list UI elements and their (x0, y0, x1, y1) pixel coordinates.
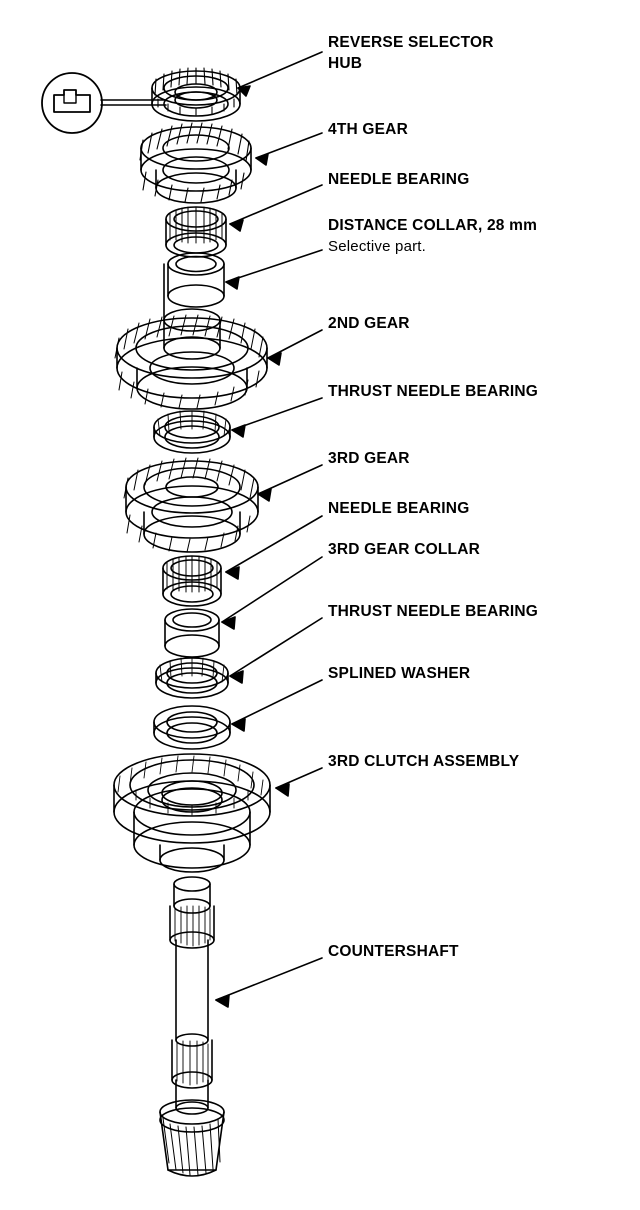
label-thrust-needle-bearing-lower-text: THRUST NEEDLE BEARING (328, 603, 539, 620)
label-2nd-gear-text: 2ND GEAR (328, 315, 410, 332)
label-countershaft-text: COUNTERSHAFT (328, 943, 459, 960)
part-countershaft (160, 877, 224, 1176)
label-splined-washer (328, 664, 470, 685)
label-3rd-gear-collar (328, 540, 480, 561)
part-3rd-gear (124, 458, 258, 552)
label-4th-gear-text: 4TH GEAR (328, 121, 408, 138)
part-thrust-needle-bearing-lower (156, 658, 228, 698)
label-3rd-gear-collar-text: 3RD GEAR COLLAR (328, 541, 480, 558)
label-reverse-selector-hub-line2: HUB (328, 54, 363, 72)
label-reverse-selector-hub-line1: REVERSE SELECTOR (328, 34, 494, 51)
label-thrust-needle-bearing-upper-text: THRUST NEEDLE BEARING (328, 383, 539, 400)
label-countershaft (328, 942, 459, 963)
label-3rd-gear (328, 449, 410, 470)
label-needle-bearing-lower-text: NEEDLE BEARING (328, 500, 470, 517)
part-reverse-selector-hub (152, 68, 240, 121)
part-3rd-clutch-assembly (114, 754, 270, 872)
part-thrust-needle-bearing-upper (154, 411, 230, 453)
label-distance-collar (328, 216, 537, 257)
part-distance-collar (168, 253, 224, 307)
part-4th-gear (140, 123, 251, 203)
label-needle-bearing-top (328, 170, 469, 191)
label-2nd-gear (328, 314, 410, 335)
label-needle-bearing-top-text: NEEDLE BEARING (328, 171, 470, 188)
label-distance-collar-text: DISTANCE COLLAR, 28 mm (328, 217, 538, 234)
part-needle-bearing-lower (163, 556, 221, 606)
label-reverse-selector-hub (328, 33, 494, 75)
label-thrust-needle-bearing-upper (328, 382, 538, 403)
part-splined-washer (154, 706, 230, 749)
label-3rd-clutch-assembly-text: 3RD CLUTCH ASSEMBLY (328, 753, 520, 770)
label-4th-gear (328, 120, 408, 141)
label-needle-bearing-lower (328, 499, 469, 520)
label-splined-washer-text: SPLINED WASHER (328, 665, 471, 682)
label-distance-collar-note: Selective part. (328, 237, 427, 255)
label-3rd-clutch-assembly (328, 752, 519, 773)
label-thrust-needle-bearing-lower (328, 602, 538, 623)
label-3rd-gear-text: 3RD GEAR (328, 450, 410, 467)
orientation-detail-icon (42, 73, 166, 133)
part-3rd-gear-collar (165, 609, 219, 657)
part-needle-bearing-top (166, 207, 226, 257)
